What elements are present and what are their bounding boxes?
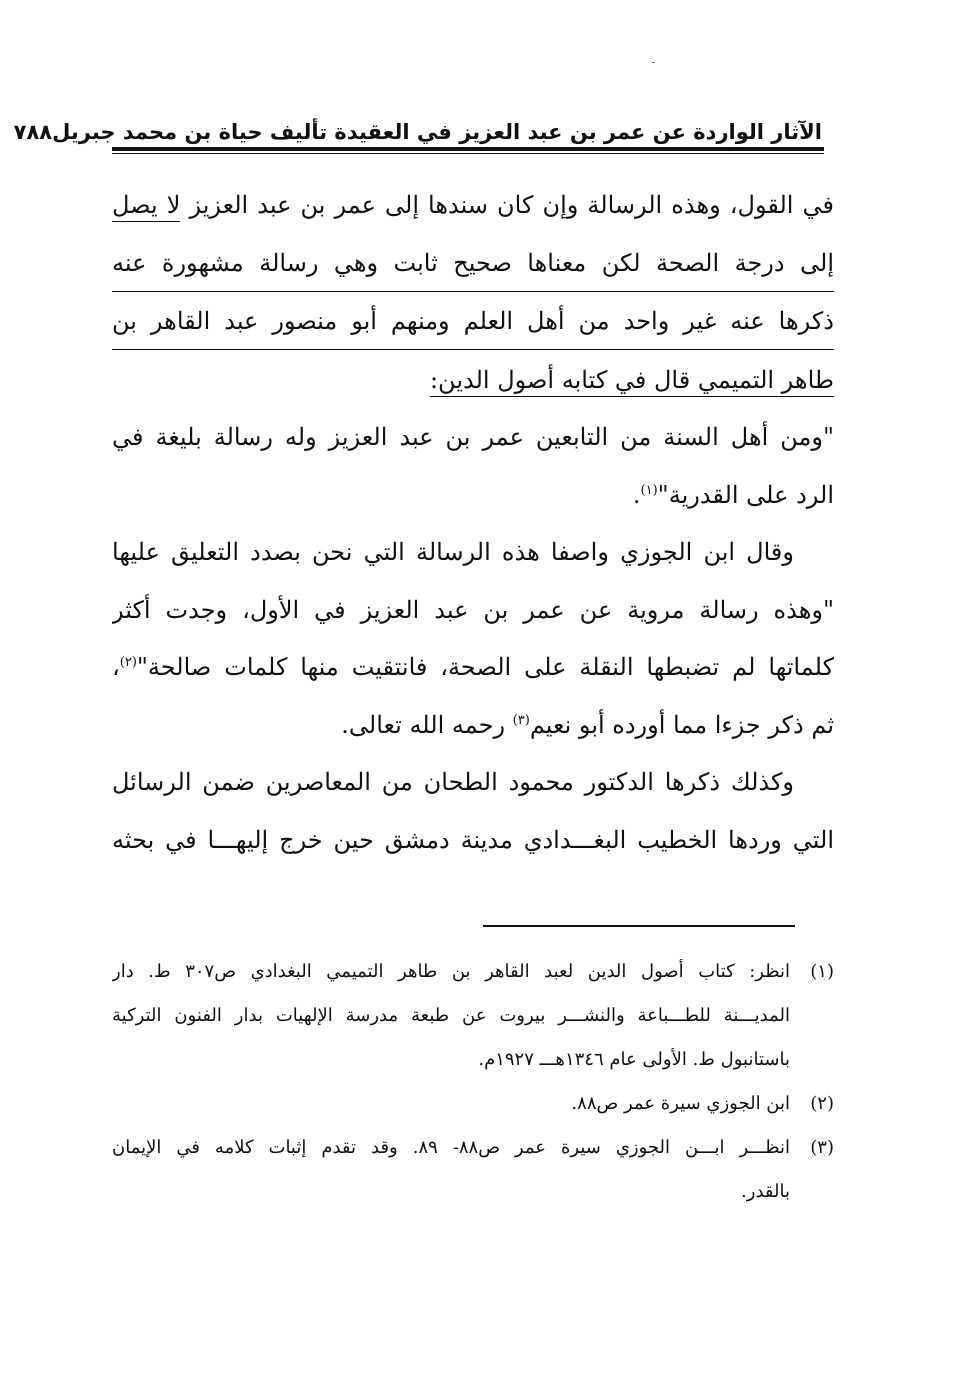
- text-line: الرد على القدرية"$^{(١)}$.: [632, 480, 834, 509]
- text-line: ذكرها عنه غير واحد من أهل العلم ومنهم أبو منصور عبد القاهر بن: [112, 293, 834, 350]
- page-number: ٧٨٨: [13, 120, 53, 144]
- footnote-number: (٣): [810, 1137, 834, 1158]
- paragraph-1: [112, 177, 834, 409]
- footnote-number: (١): [810, 961, 834, 982]
- text-line: "ومن أهل السنة من التابعين عمر بن عبد العزيز وله رسالة بليغة في: [112, 423, 834, 451]
- footnote-line: انظـــر ابـــن الجوزي سيرة عمر ص٨٨- ٨٩. وقد تقدم إثبات كلامه في الإيمان: [112, 1137, 790, 1158]
- text-line: إلى درجة الصحة لكن معناها صحيح ثابت وهي رسالة مشهورة عنه: [112, 235, 834, 292]
- text-line: وقال ابن الجوزي واصفا هذه الرسالة التي نحن بصدد التعليق عليها: [112, 538, 794, 566]
- text-line: كلماتها لم تضبطها النقلة على الصحة، فانتقيت منها كلمات صالحة"$^{(٢)}$،: [112, 653, 834, 681]
- text-line: ثم ذكر جزءا مما أورده أبو نعيم$^{(٣)}$ رحمه الله تعالى.: [341, 710, 834, 739]
- underlined-phrase: طاهر التميمي قال في كتابه أصول الدين:: [430, 366, 834, 397]
- footnote-1: [112, 950, 834, 1082]
- footnote-line: انظر: كتاب أصول الدين لعبد القاهر بن طاهر التميمي البغدادي ص٣٠٧ ط. دار: [112, 961, 790, 982]
- footnote-line: بالقدر.: [741, 1181, 790, 1202]
- footnote-3: [112, 1126, 834, 1214]
- paragraph-4: [112, 754, 834, 869]
- header-title: الآثار الواردة عن عمر بن عبد العزيز في العقيدة تأليف حياة بن محمد جبريل: [52, 120, 822, 144]
- footnote-ref[interactable]: (١): [640, 482, 658, 498]
- running-header: [13, 108, 822, 144]
- footnote-line: باستانبول ط. الأولى عام ١٣٤٦هـــ ١٩٢٧م.: [478, 1049, 790, 1070]
- text-line: في القول، وهذه الرسالة وإن كان سندها إلى عمر بن عبد العزيز لا يصل: [112, 177, 834, 235]
- paragraph-2: [112, 409, 834, 524]
- footnote-body: [112, 1126, 790, 1214]
- scan-mark: [652, 62, 655, 63]
- footnote-2: [112, 1082, 834, 1126]
- footnote-number: (٢): [810, 1093, 834, 1114]
- text-line: التي وردها الخطيب البغـــدادي مدينة دمشق حين خرج إليهـــا في بحثه: [112, 825, 834, 854]
- main-text: [112, 177, 834, 869]
- text-line: وكذلك ذكرها الدكتور محمود الطحان من المعاصرين ضمن الرسائل: [112, 768, 794, 796]
- footnote-line: المديـــنة للطـــباعة والنشـــر بيروت عن طبعة مدرسة الإلهيات بدار الفنون التركية: [112, 1005, 790, 1026]
- footnote-line: ابن الجوزي سيرة عمر ص٨٨.: [571, 1093, 790, 1114]
- footnote-separator: [483, 925, 795, 927]
- underlined-phrase: لا يصل: [112, 191, 180, 222]
- footnote-body: [112, 1082, 790, 1126]
- footnote-ref[interactable]: (٣): [512, 712, 530, 728]
- text-line: "وهذه رسالة مروية عن عمر بن عبد العزيز في الأول، وجدت أكثر: [112, 595, 834, 624]
- header-rule: [112, 147, 824, 151]
- footnotes: [112, 950, 834, 1214]
- text-line: [112, 352, 834, 410]
- footnote-ref[interactable]: (٢): [119, 655, 137, 670]
- header-rule-thin: [112, 153, 824, 154]
- paragraph-3: [112, 524, 834, 754]
- footnote-body: [112, 950, 790, 1082]
